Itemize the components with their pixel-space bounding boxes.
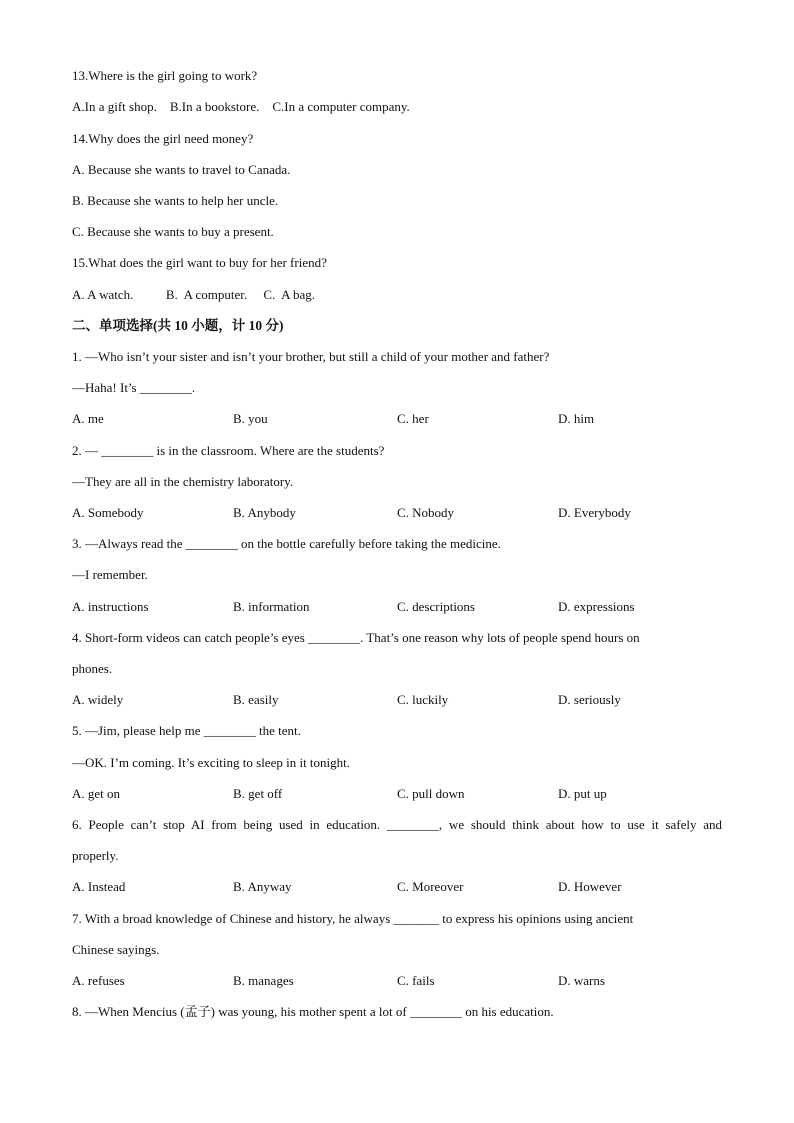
question-15-options: A. A watch. B. A computer. C. A bag. bbox=[72, 287, 316, 302]
mc-question-5-option-c: C. pull down bbox=[397, 786, 465, 801]
mc-question-3-option-a: A. instructions bbox=[72, 599, 149, 614]
question-15: 15.What does the girl want to buy for her friend? bbox=[72, 255, 327, 270]
mc-question-6-line2: properly. bbox=[72, 848, 119, 863]
mc-question-1-stem: 1. —Who isn’t your sister and isn’t your brother, but still a child of your mother and father? bbox=[72, 349, 550, 364]
mc-question-5-line2: —OK. I’m coming. It’s exciting to sleep in it tonight. bbox=[72, 755, 351, 770]
mc-question-2-option-c: C. Nobody bbox=[397, 505, 455, 520]
mc-question-8-stem: 8. —When Mencius (孟子) was young, his mother spent a lot of ________ on his education. bbox=[72, 1004, 554, 1019]
mc-question-6-option-a: A. Instead bbox=[72, 879, 126, 894]
mc-question-5-stem: 5. —Jim, please help me ________ the tent. bbox=[72, 723, 301, 738]
mc-question-2-line2: —They are all in the chemistry laboratory. bbox=[72, 474, 294, 489]
mc-question-4-option-a: A. widely bbox=[72, 692, 124, 707]
mc-question-1-option-d: D. him bbox=[558, 411, 595, 426]
mc-question-2-option-d: D. Everybody bbox=[558, 505, 631, 520]
question-14-option-c: C. Because she wants to buy a present. bbox=[72, 224, 274, 239]
question-14: 14.Why does the girl need money? bbox=[72, 131, 254, 146]
section-heading: 二、单项选择(共 10 小题，计 10 分) bbox=[72, 318, 284, 333]
mc-question-1-line2: —Haha! It’s ________. bbox=[72, 380, 196, 395]
mc-question-3-stem: 3. —Always read the ________ on the bottle carefully before taking the medicine. bbox=[72, 536, 501, 551]
question-13: 13.Where is the girl going to work? bbox=[72, 68, 258, 83]
mc-question-3-option-b: B. information bbox=[233, 599, 310, 614]
mc-question-4-stem: 4. Short-form videos can catch people’s eyes ________. That’s one reason why lots of people spend hours on bbox=[72, 630, 640, 645]
mc-question-7-option-c: C. fails bbox=[397, 973, 435, 988]
question-14-option-b: B. Because she wants to help her uncle. bbox=[72, 193, 279, 208]
mc-question-1-option-a: A. me bbox=[72, 411, 104, 426]
mc-question-5-option-d: D. put up bbox=[558, 786, 607, 801]
mc-question-3-line2: —I remember. bbox=[72, 567, 148, 582]
question-13-options: A.In a gift shop. B.In a bookstore. C.In a computer company. bbox=[72, 99, 410, 114]
mc-question-6-option-c: C. Moreover bbox=[397, 879, 464, 894]
mc-question-1-option-b: B. you bbox=[233, 411, 268, 426]
mc-question-4-option-d: D. seriously bbox=[558, 692, 621, 707]
mc-question-2-stem: 2. — ________ is in the classroom. Where are the students? bbox=[72, 443, 385, 458]
mc-question-5-option-b: B. get off bbox=[233, 786, 283, 801]
mc-question-7-stem: 7. With a broad knowledge of Chinese and history, he always _______ to express his opinions using ancient bbox=[72, 911, 634, 926]
mc-question-6-stem: 6. People can’t stop AI from being used in education. ________, we should think about how to use it safely and bbox=[72, 817, 722, 832]
mc-question-7-option-a: A. refuses bbox=[72, 973, 125, 988]
mc-question-4-option-b: B. easily bbox=[233, 692, 279, 707]
mc-question-3-option-c: C. descriptions bbox=[397, 599, 475, 614]
question-14-option-a: A. Because she wants to travel to Canada. bbox=[72, 162, 291, 177]
mc-question-2-option-b: B. Anybody bbox=[233, 505, 296, 520]
mc-question-4-line2: phones. bbox=[72, 661, 113, 676]
mc-question-3-option-d: D. expressions bbox=[558, 599, 635, 614]
mc-question-4-option-c: C. luckily bbox=[397, 692, 449, 707]
mc-question-7-option-b: B. manages bbox=[233, 973, 294, 988]
mc-question-7-option-d: D. warns bbox=[558, 973, 605, 988]
mc-question-6-option-d: D. However bbox=[558, 879, 622, 894]
mc-question-7-line2: Chinese sayings. bbox=[72, 942, 160, 957]
mc-question-6-option-b: B. Anyway bbox=[233, 879, 292, 894]
mc-question-1-option-c: C. her bbox=[397, 411, 429, 426]
mc-question-2-option-a: A. Somebody bbox=[72, 505, 144, 520]
mc-question-5-option-a: A. get on bbox=[72, 786, 121, 801]
